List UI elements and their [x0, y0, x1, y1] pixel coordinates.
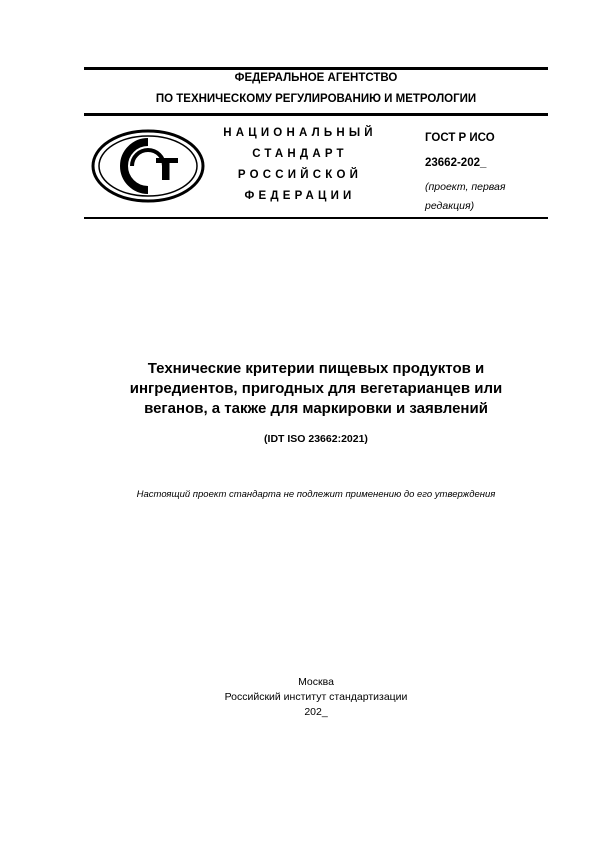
- document-title-line-1: Технические критерии пищевых продуктов и: [147, 360, 485, 377]
- document-title-line-2: ингредиентов, пригодных для вегетарианцев или: [129, 380, 503, 397]
- masthead-rule: [84, 217, 548, 219]
- document-title-line-3: веганов, а также для маркировки и заявлений: [144, 400, 488, 417]
- footer-city: Москва: [298, 676, 334, 688]
- national-line-1: НАЦИОНАЛЬНЫЙ: [223, 127, 377, 139]
- gost-number: 23662-202_: [425, 157, 487, 169]
- draft-line-2: редакция): [425, 200, 475, 212]
- draft-notice: Настоящий проект стандарта не подлежит применению до его утверждения: [136, 489, 496, 500]
- footer-year: 202_: [304, 706, 328, 718]
- gost-label: ГОСТ Р ИСО: [425, 132, 495, 144]
- national-line-3: РОССИЙСКОЙ: [237, 169, 363, 181]
- agency-line-2: ПО ТЕХНИЧЕСКОМУ РЕГУЛИРОВАНИЮ И МЕТРОЛОГИИ: [155, 93, 477, 105]
- header-rule: [84, 113, 548, 116]
- national-line-4: ФЕДЕРАЦИИ: [244, 190, 356, 202]
- national-line-2: СТАНДАРТ: [252, 148, 348, 160]
- footer-publisher: Российский институт стандартизации: [224, 691, 408, 703]
- agency-line-1: ФЕДЕРАЛЬНОЕ АГЕНТСТВО: [234, 72, 398, 84]
- idt-reference: (IDT ISO 23662:2021): [264, 433, 368, 445]
- rst-emblem-icon: [90, 128, 206, 204]
- draft-line-1: (проект, первая: [425, 181, 506, 193]
